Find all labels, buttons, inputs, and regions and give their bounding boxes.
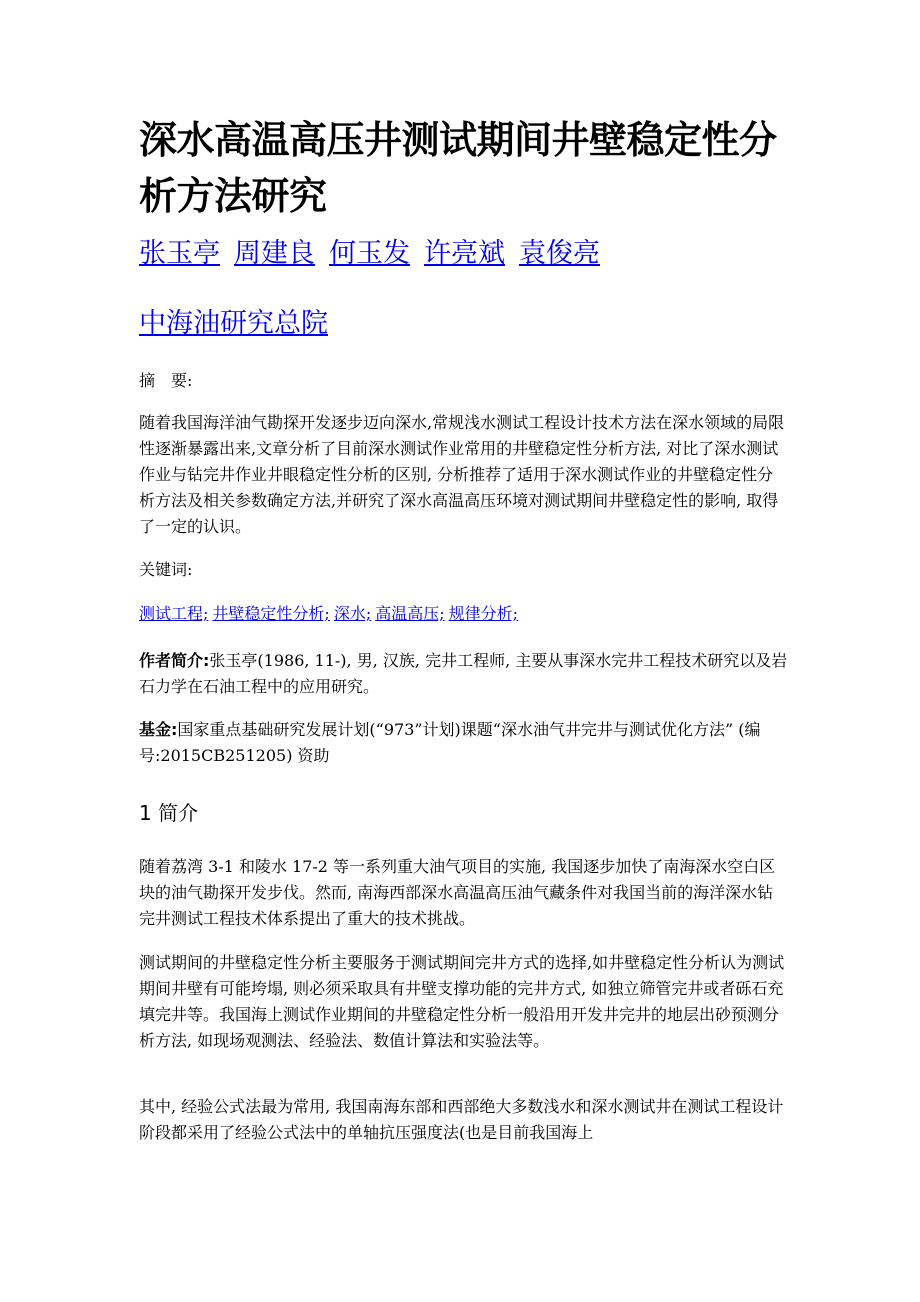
body-paragraph: 其中, 经验公式法最为常用, 我国南海东部和西部绝大多数浅水和深水测试井在测试工程设计阶段都采用了经验公式法中的单轴抗压强度法(也是目前我国海上 — [139, 1097, 784, 1142]
body-paragraph: 随着荔湾 3-1 和陵水 17-2 等一系列重大油气项目的实施, 我国逐步加快了南海深水空白区块的油气勘探开发步伐。然而, 南海西部深水高温高压油气藏条件对我国当前的海洋深水钻完井测试工程技术体系提出了重大的技术挑战。 — [139, 857, 776, 928]
author-link[interactable]: 张玉亭 — [139, 238, 220, 269]
affiliation-link[interactable]: 中海油研究总院 — [139, 308, 328, 339]
author-intro-label: 作者简介: — [139, 651, 210, 670]
body-paragraph: 测试期间的井壁稳定性分析主要服务于测试期间完井方式的选择,如井壁稳定性分析认为测试期间井壁有可能垮塌, 则必须采取具有井壁支撑功能的完井方式, 如独立筛管完井或者砾石充填完井等。我国海上测试作业期间的井壁稳定性分析一般沿用开发井完井的地层出砂预测分析方法, 如现场观测法、经验法、数值计算法和实验法等。 — [139, 953, 785, 1050]
keyword-link[interactable]: 高温高压; — [375, 604, 445, 623]
keywords-label: 关键词: — [139, 560, 193, 579]
keyword-link[interactable]: 井壁稳定性分析; — [212, 604, 330, 623]
author-link[interactable]: 许亮斌 — [424, 238, 505, 269]
abstract-label: 摘 要: — [139, 371, 193, 390]
section-heading: 1 简介 — [139, 801, 199, 825]
keyword-link[interactable]: 深水; — [333, 604, 372, 623]
keyword-list — [139, 601, 522, 627]
author-link[interactable]: 袁俊亮 — [519, 238, 600, 269]
article-title: 深水高温高压井测试期间井壁稳定性分析方法研究 — [139, 118, 777, 218]
keyword-link[interactable]: 测试工程; — [139, 604, 209, 623]
author-link[interactable]: 周建良 — [234, 238, 315, 269]
fund-info — [139, 717, 789, 769]
author-link[interactable]: 何玉发 — [329, 238, 410, 269]
keyword-link[interactable]: 规律分析; — [448, 604, 519, 623]
fund-text: 国家重点基础研究发展计划(“973”计划)课题“深水油气井完井与测试优化方法” (编号:2015CB251205) 资助 — [139, 720, 761, 765]
author-intro-text: 张玉亭(1986, 11-), 男, 汉族, 完井工程师, 主要从事深水完井工程技术研究以及岩石力学在石油工程中的应用研究。 — [139, 651, 788, 696]
fund-label: 基金: — [139, 720, 178, 739]
affiliation — [139, 304, 328, 344]
abstract-text: 随着我国海洋油气勘探开发逐步迈向深水,常规浅水测试工程设计技术方法在深水领域的局限性逐渐暴露出来,文章分析了目前深水测试作业常用的井壁稳定性分析方法, 对比了深水测试作业与钻完井作业井眼稳定性分析的区别, 分析推荐了适用于深水测试作业的井壁稳定性分析方法及相关参数确定方法,并研究了深水高温高压环境对测试期间井壁稳定性的影响, 取得了一定的认识。 — [139, 413, 785, 536]
author-intro — [139, 648, 789, 700]
author-list — [139, 234, 614, 274]
